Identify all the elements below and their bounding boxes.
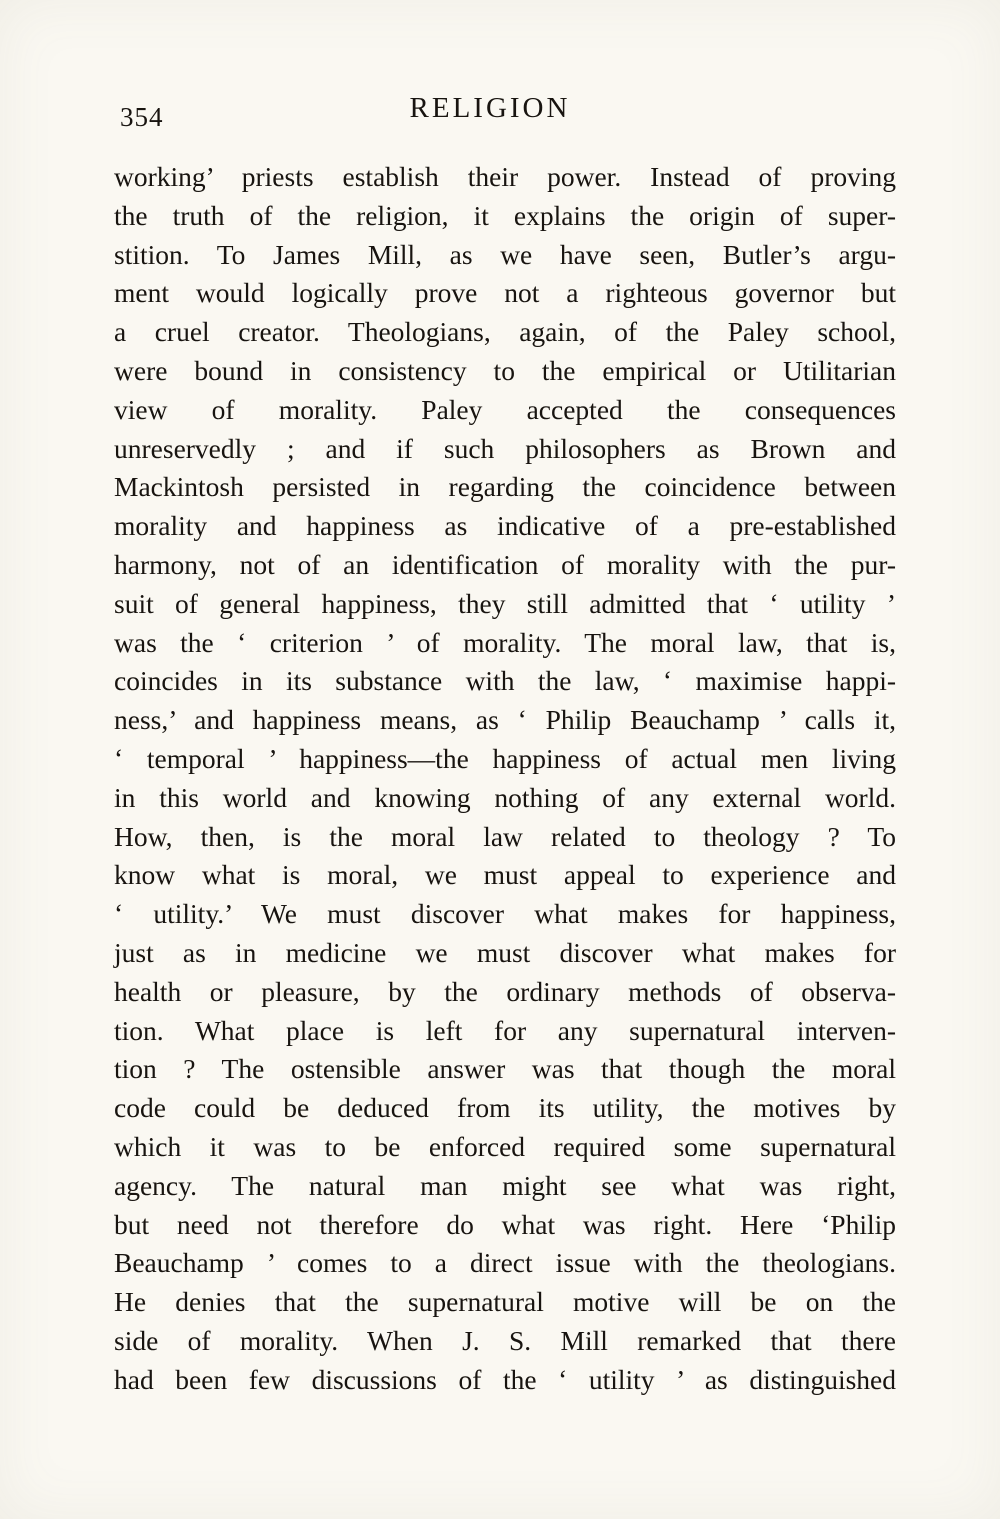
- text-line: suit of general happiness, they still admitted that ‘ utility ’: [114, 587, 896, 619]
- page-header: [114, 92, 896, 136]
- running-header-title: RELIGION: [409, 92, 571, 124]
- text-line: were bound in consistency to the empirical or Utilitarian: [114, 354, 896, 386]
- text-line: the truth of the religion, it explains the origin of super-: [114, 199, 896, 231]
- text-line: How, then, is the moral law related to theology ? To: [114, 820, 896, 852]
- text-line: side of morality. When J. S. Mill remarked that there: [114, 1324, 896, 1356]
- text-line: a cruel creator. Theologians, again, of the Paley school,: [114, 316, 896, 348]
- text-line: ment would logically prove not a righteous governor but: [114, 277, 896, 309]
- text-block: [114, 158, 896, 1400]
- text-line: working’ priests establish their power. Instead of proving: [114, 161, 896, 192]
- text-line: stition. To James Mill, as we have seen, Butler’s argu-: [114, 238, 896, 270]
- text-line: which it was to be enforced required some supernatural: [114, 1130, 896, 1162]
- text-line: tion. What place is left for any supernatural interven-: [114, 1014, 896, 1046]
- text-line: ‘ temporal ’ happiness—the happiness of actual men living: [114, 742, 896, 774]
- text-line: harmony, not of an identification of morality with the pur-: [114, 548, 896, 580]
- text-line: coincides in its substance with the law, ‘ maximise happi-: [114, 665, 896, 697]
- text-line: know what is moral, we must appeal to experience and: [114, 859, 896, 891]
- text-line: code could be deduced from its utility, the motives by: [114, 1092, 896, 1124]
- text-line: ‘ utility.’ We must discover what makes for happiness,: [114, 898, 896, 930]
- text-line: had been few discussions of the ‘ utility ’ as distinguished: [114, 1363, 896, 1395]
- page-number: 354: [120, 102, 164, 132]
- text-line: was the ‘ criterion ’ of morality. The moral law, that is,: [114, 626, 896, 658]
- text-line: health or pleasure, by the ordinary methods of observa-: [114, 975, 896, 1007]
- text-line: Beauchamp ’ comes to a direct issue with the theologians.: [114, 1247, 896, 1279]
- text-line: view of morality. Paley accepted the consequences: [114, 393, 896, 425]
- text-line: Mackintosh persisted in regarding the coincidence between: [114, 471, 896, 503]
- text-line: but need not therefore do what was right. Here ‘Philip: [114, 1208, 896, 1240]
- text-line: just as in medicine we must discover what makes for: [114, 936, 896, 968]
- text-line: He denies that the supernatural motive will be on the: [114, 1286, 896, 1318]
- text-line: morality and happiness as indicative of a pre-established: [114, 510, 896, 542]
- text-line: ness,’ and happiness means, as ‘ Philip Beauchamp ’ calls it,: [114, 704, 896, 736]
- text-line: in this world and knowing nothing of any external world.: [114, 781, 896, 813]
- text-line: unreservedly ; and if such philosophers as Brown and: [114, 432, 896, 464]
- text-line: tion ? The ostensible answer was that though the moral: [114, 1053, 896, 1085]
- text-line: agency. The natural man might see what was right,: [114, 1169, 896, 1201]
